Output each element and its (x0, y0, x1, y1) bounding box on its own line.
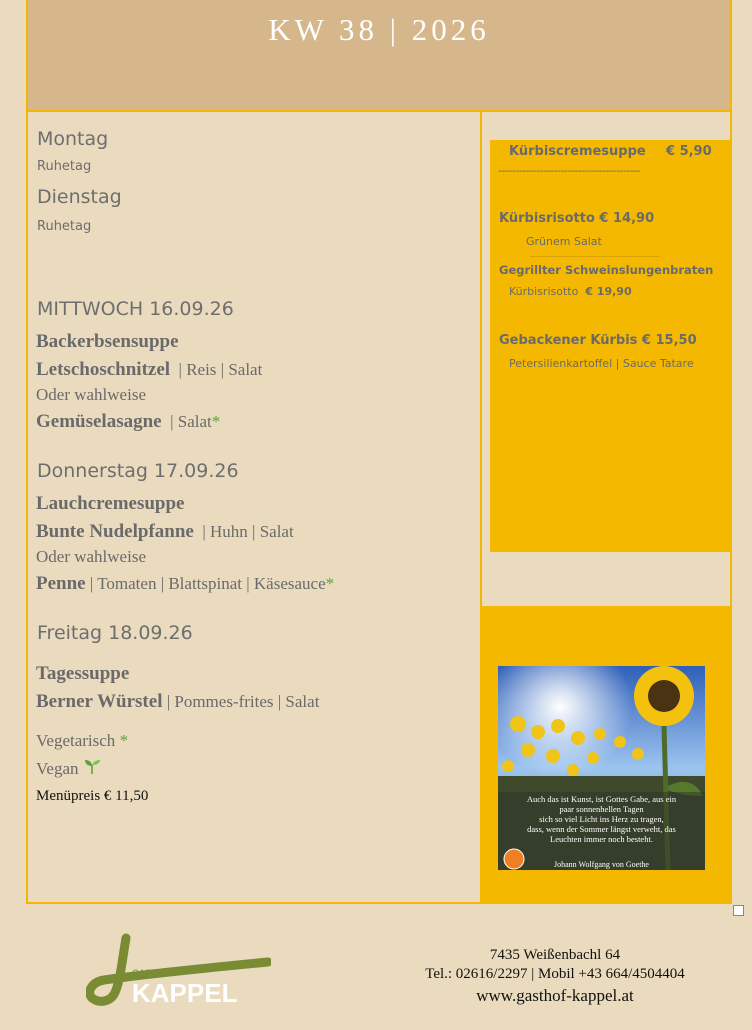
thursday-soup: Lauchcremesuppe (36, 493, 185, 514)
sunflower-photo (498, 666, 705, 870)
day-heading-wednesday: MITTWOCH 16.09.26 (37, 298, 234, 320)
day-heading-tuesday: Dienstag (37, 186, 122, 208)
wednesday-or: Oder wahlweise (36, 385, 146, 404)
tuesday-note: Ruhetag (37, 219, 92, 234)
wednesday-main-1: Letschoschnitzel | Reis | Salat (36, 359, 263, 380)
menu-price: Menüpreis € 11,50 (36, 788, 149, 804)
special-item-2: Gegrillter Schweinslungenbraten (499, 263, 714, 277)
special-item-1: Kürbisrisotto € 14,90 (499, 211, 655, 226)
wednesday-main-2: Gemüselasagne | Salat* (36, 411, 221, 432)
page-title: KW 38 | 2026 (268, 12, 490, 47)
special-soup: Kürbiscremesuppe (509, 144, 646, 159)
gasthof-kappel-logo (86, 932, 271, 1012)
legend-vegetarian: Vegetarisch * (36, 731, 129, 750)
special-item-3: Gebackener Kürbis € 15,50 (499, 333, 697, 348)
poem-text: Auch das ist Kunst, ist Gottes Gabe, aus ein paar sonnenhellen Tagen sich so viel Licht ins Herz zu tragen, dass, wenn der Sommer längst verweht, das Leuchten immer noch besteht. (526, 794, 677, 844)
friday-soup: Tagessuppe (36, 663, 130, 684)
divider-line: ----------------------------------------- (498, 164, 641, 177)
footer-phone: Tel.: 02616/2297 | Mobil +43 664/4504404 (425, 966, 685, 982)
legend-vegan: Vegan (36, 757, 101, 779)
footer-address: 7435 Weißenbachl 64 (489, 947, 621, 963)
resize-handle[interactable] (733, 905, 744, 916)
wednesday-soup: Backerbsensuppe (36, 331, 179, 352)
sprout-icon (83, 757, 101, 775)
monday-note: Ruhetag (37, 159, 92, 174)
special-item-3-side: Petersilienkartoffel | Sauce Tatare (509, 357, 694, 370)
thursday-or: Oder wahlweise (36, 547, 146, 566)
vegetarian-mark: * (325, 574, 335, 593)
logo-mark (86, 932, 271, 1012)
thursday-main-1: Bunte Nudelpfanne | Huhn | Salat (36, 521, 294, 542)
friday-main-1: Berner Würstel | Pommes-frites | Salat (36, 691, 320, 712)
thursday-main-2: Penne | Tomaten | Blattspinat | Käsesauce* (36, 573, 335, 594)
day-heading-monday: Montag (37, 128, 109, 150)
day-heading-thursday: Donnerstag 17.09.26 (37, 460, 239, 482)
header-banner (28, 0, 730, 112)
vegetarian-mark: * (211, 412, 221, 431)
special-item-2-side: Kürbisrisotto € 19,90 (509, 285, 632, 298)
divider (530, 256, 660, 257)
special-item-1-side: Grünem Salat (526, 235, 602, 248)
special-soup-price: € 5,90 (666, 144, 712, 159)
day-heading-friday: Freitag 18.09.26 (37, 622, 193, 644)
poem-author: Johann Wolfgang von Goethe (554, 860, 649, 869)
logo-big-text: KAPPEL (132, 978, 238, 1008)
logo-small-text: GASTHOF (132, 968, 176, 978)
footer-website[interactable]: www.gasthof-kappel.at (476, 986, 634, 1005)
